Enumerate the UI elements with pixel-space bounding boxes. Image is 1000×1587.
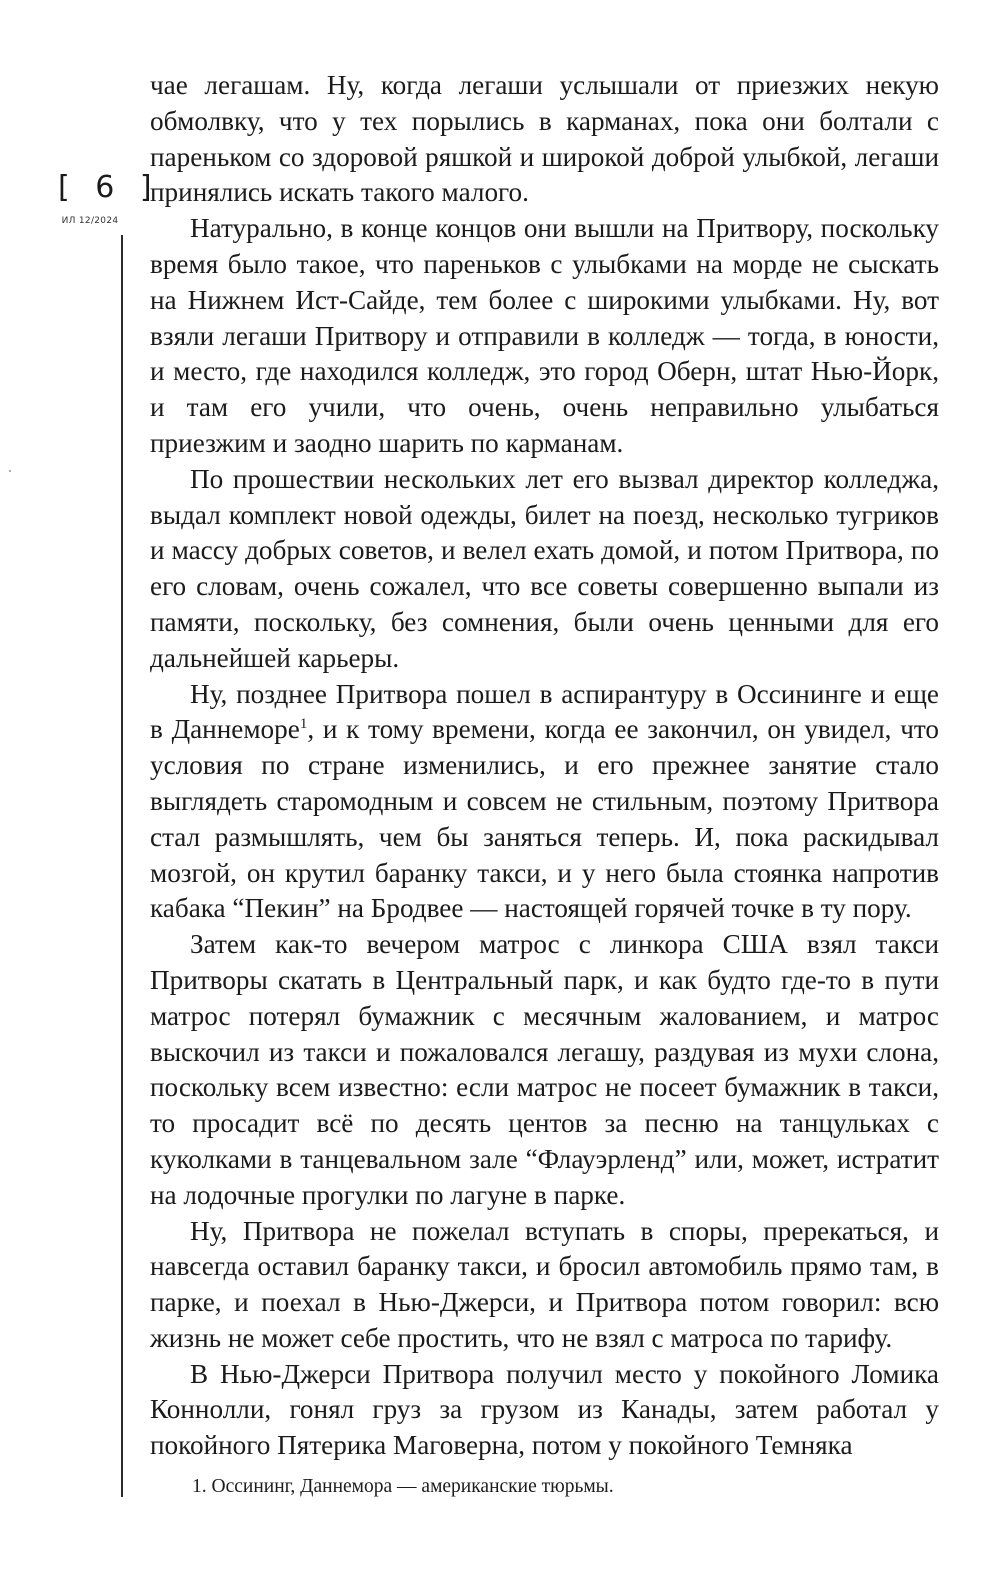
page-number: [ 6 ] (58, 170, 160, 205)
paragraph-7: В Нью-Джерси Притвора получил место у покойного Ломика Коннолли, гонял груз за грузом из Канады, затем работал у покойного Пятерика Маговерна, потом у покойного Темняка (150, 1358, 939, 1461)
margin-rule (121, 235, 123, 1497)
footnote: 1. Оссининг, Даннемора — американские тюрьмы. (192, 1476, 614, 1497)
paragraph-2: Натурально, в конце концов они вышли на Притвору, поскольку время было такое, что пареньков с улыбками на морде не сыскать на Нижнем Ист-Сайде, тем более с широкими улыбками. Ну, вот взяли легаши Притвору и отправили в колледж — тогда, в юности, и место, где находился колледж, это город Оберн, штат Нью-Йорк, и там его учили, что очень, очень неправильно улыбаться приезжим и заодно шарить по карманам. (150, 213, 939, 458)
paragraph-4-end: , и к тому времени, когда ее закончил, он увидел, что условия по стране изменились, и его прежнее занятие стало выглядеть старомодным и совсем не стильным, поэтому Притвора стал размышлять, чем бы заняться теперь. И, пока раскидывал мозгой, он крутил баранку такси, и у него была стоянка напротив кабака “Пекин” на Бродвее — настоящей горячей точке в ту пору. (150, 714, 939, 924)
footnote-reference[interactable]: 1 (299, 716, 308, 733)
scan-speck (9, 470, 11, 472)
page-margin (0, 0, 160, 1587)
paragraph-6: Ну, Притвора не пожелал вступать в споры, пререкаться, и навсегда оставил баранку такси, и бросил автомобиль прямо там, в парке, и поехал в Нью-Джерси, и Притвора потом говорил: всю жизнь не может себе простить, что не взял с матроса по тарифу. (150, 1215, 939, 1353)
paragraph-4 (150, 677, 939, 928)
paragraph-5: Затем как-то вечером матрос с линкора США взял такси Притворы скатать в Центральный парк, и как будто где-то в пути матрос потерял бумажник с месячным жалованием, и матрос выскочил из такси и пожаловался легашу, раздувая из мухи слона, поскольку всем известно: если матрос не посеет бумажник в такси, то просадит всё по десять центов за песню на танцульках с куколками в танцевальном зале “Флауэрленд” или, может, истратит на лодочные прогулки по лагуне в парке. (150, 929, 939, 1210)
issue-label: ИЛ 12/2024 (61, 216, 119, 226)
paragraph-4-start: Ну, позднее Притвора пошел в аспирантуру в Оссининге и еще в Даннеморе (150, 678, 939, 745)
paragraph-3: По прошествии нескольких лет его вызвал директор колледжа, выдал комплект новой одежды, билет на поезд, несколько тугриков и массу добрых советов, и велел ехать домой, и потом Притвора, по его словам, очень сожалел, что все советы совершенно выпали из памяти, поскольку, без сомнения, были очень ценными для его дальнейшей карьеры. (150, 463, 939, 673)
body-text (150, 68, 939, 1464)
paragraph-1: чае легашам. Ну, когда легаши услышали от приезжих некую обмолвку, что у тех порылись в карманах, пока они болтали с пареньком со здоровой ряшкой и широкой доброй улыбкой, легаши принялись искать такого малого. (150, 70, 939, 208)
